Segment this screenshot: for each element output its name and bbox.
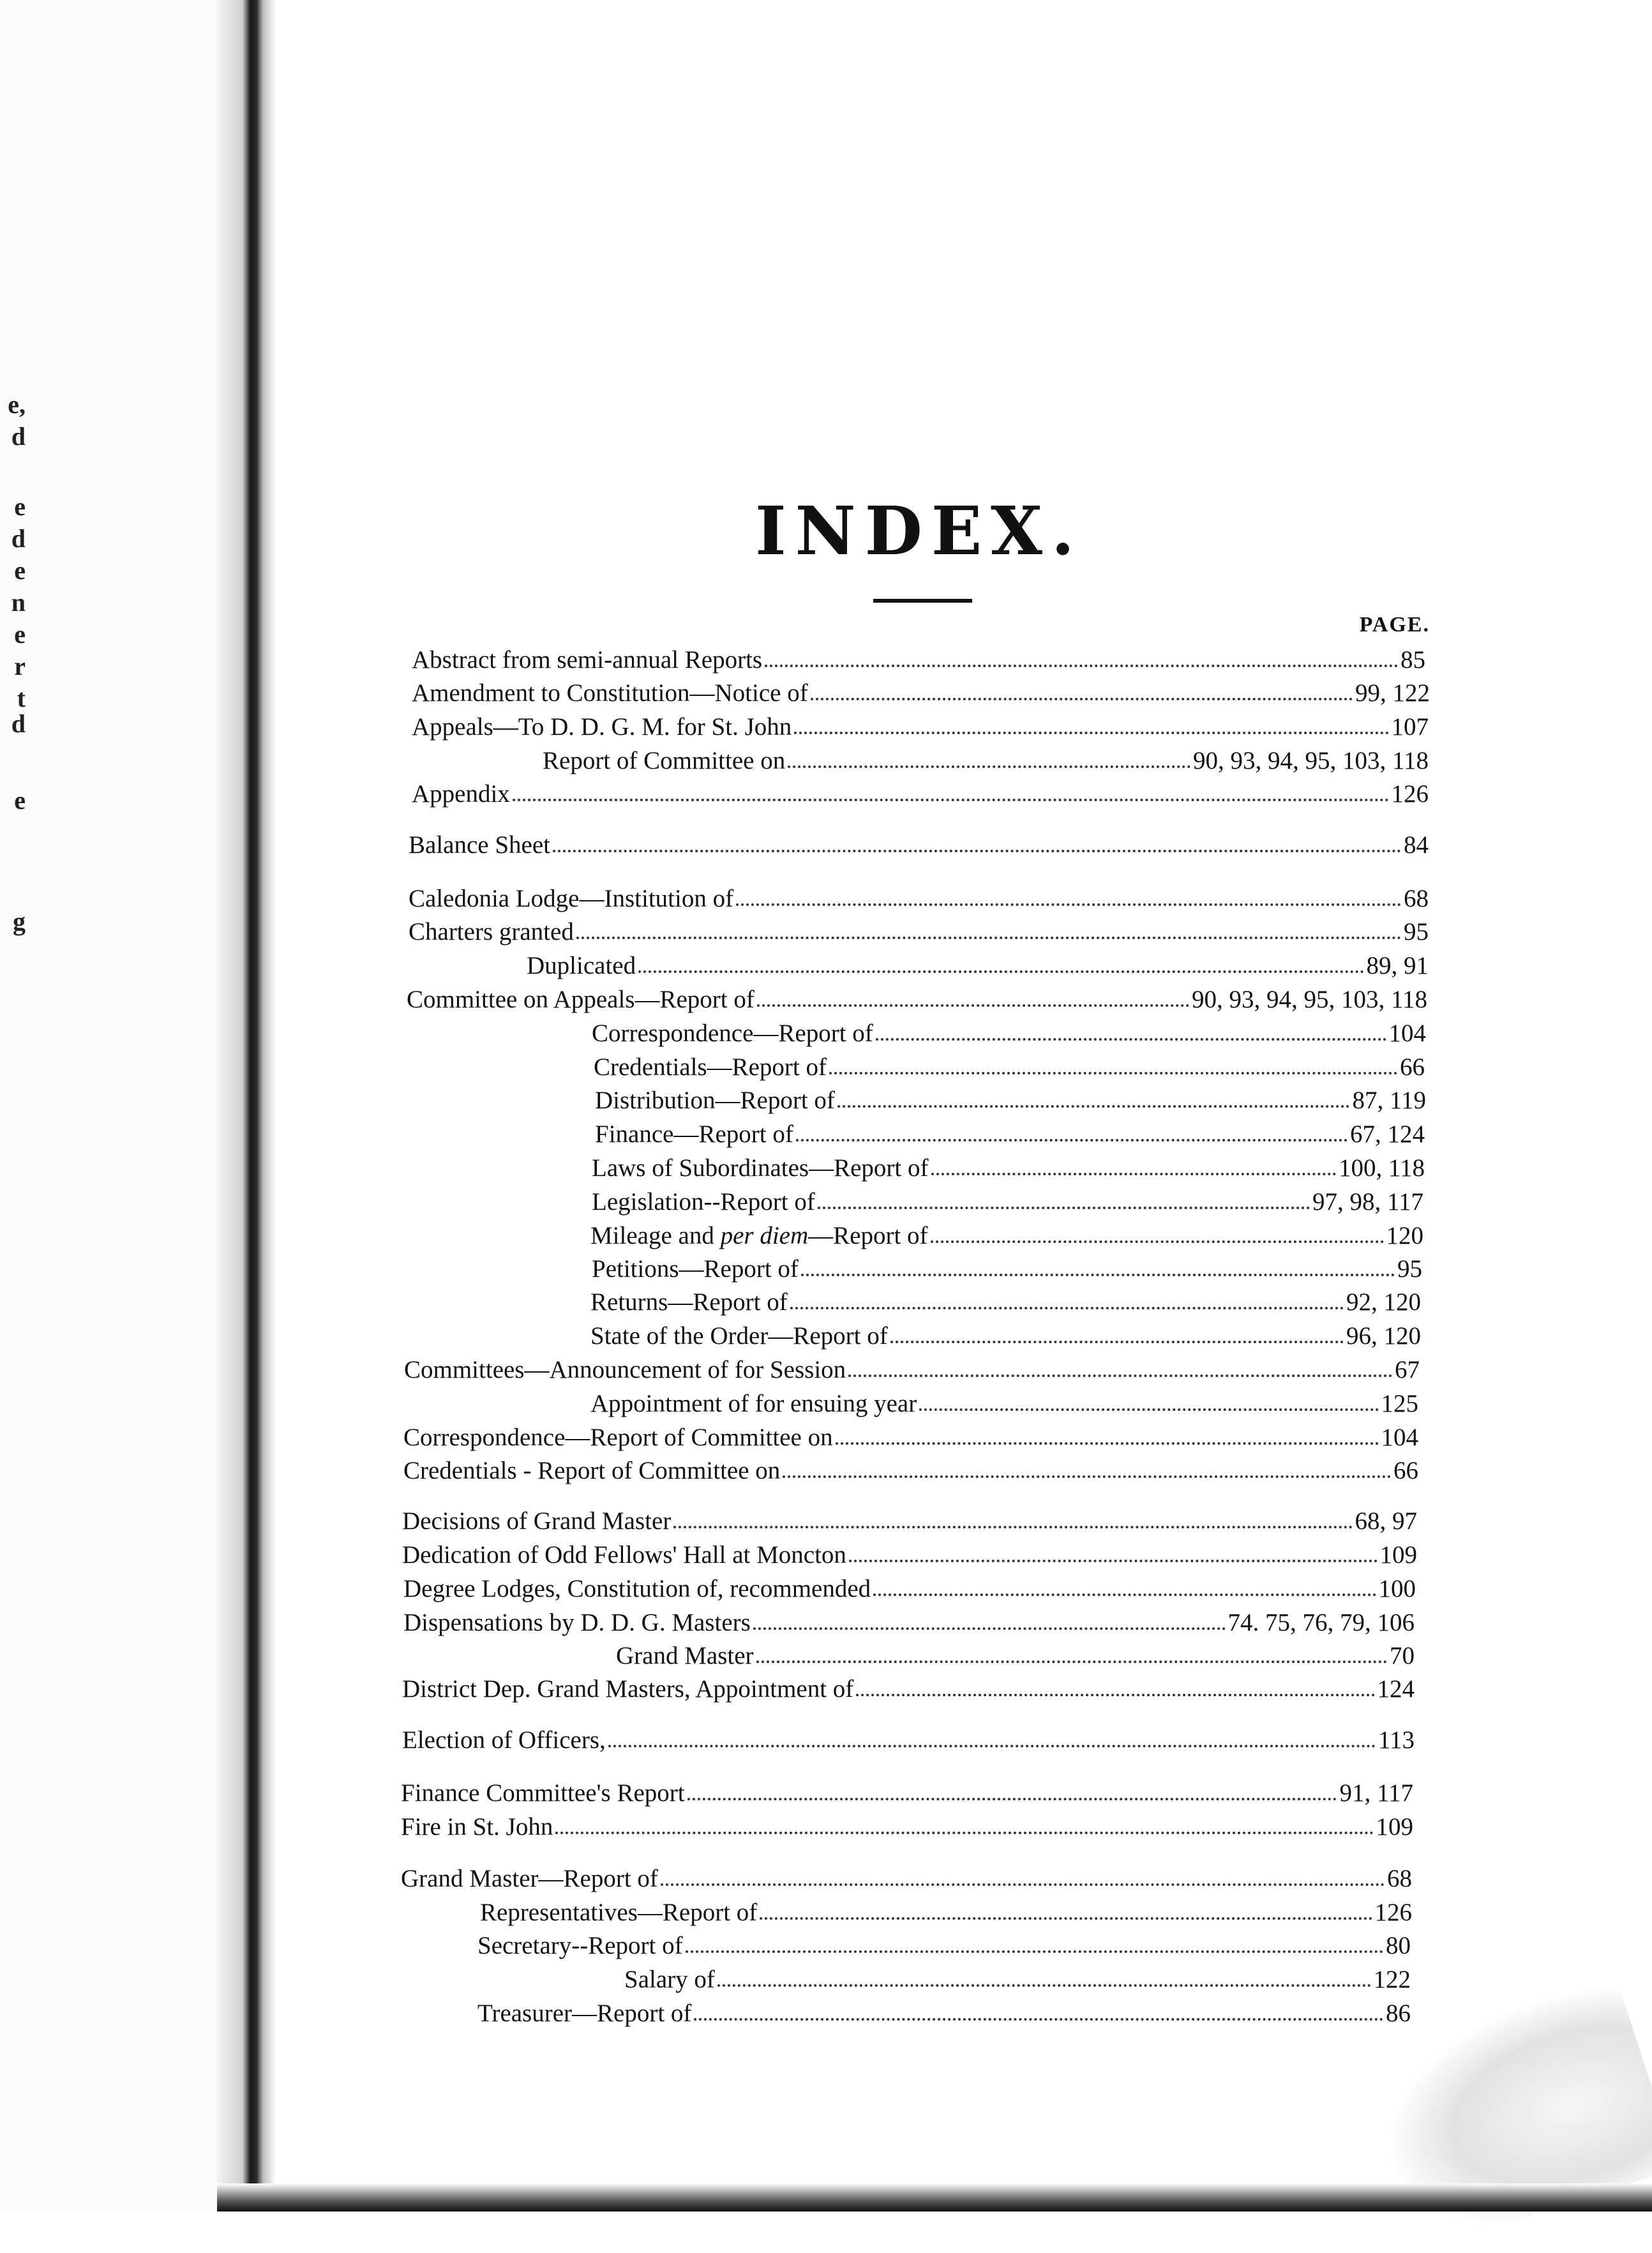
index-entry-label: Credentials - Report of Committee on <box>403 1457 781 1484</box>
index-entry-pages: 113 <box>1378 1726 1415 1754</box>
facing-page-fragment: d <box>11 709 26 738</box>
index-entry-pages: 91, 117 <box>1339 1779 1413 1807</box>
index-entry <box>616 1639 1415 1673</box>
index-entry <box>527 949 1429 983</box>
index-entry-pages: 84 <box>1404 831 1429 859</box>
dot-leader <box>919 1408 1378 1411</box>
dot-leader <box>876 1038 1386 1041</box>
index-entry-label: Appendix <box>412 780 510 808</box>
index-entry <box>590 1320 1421 1353</box>
index-entry <box>592 1152 1425 1185</box>
index-entry <box>412 778 1429 811</box>
dot-leader <box>818 1207 1310 1209</box>
index-entry <box>624 1963 1411 1996</box>
index-entry-pages: 90, 93, 94, 95, 103, 118 <box>1192 747 1429 774</box>
index-entry-label: Fire in St. John <box>401 1813 553 1841</box>
dot-leader <box>513 799 1389 801</box>
dot-leader <box>687 1798 1337 1800</box>
index-entry-pages: 120 <box>1386 1222 1423 1249</box>
index-entry-label: State of the Order—Report of <box>590 1322 888 1350</box>
index-entry-pages: 99, 122 <box>1355 679 1430 707</box>
index-entry <box>403 1606 1415 1639</box>
index-entry-label: Representatives—Report of <box>480 1899 758 1926</box>
dot-leader <box>848 1375 1392 1377</box>
dot-leader <box>555 1832 1373 1834</box>
index-entry-label: Correspondence—Report of Committee on <box>403 1424 833 1451</box>
facing-page-fragment: g <box>13 907 26 936</box>
dot-leader <box>890 1341 1344 1343</box>
index-entry-pages: 66 <box>1400 1053 1425 1081</box>
index-entry-label <box>590 1219 928 1253</box>
index-entry-pages: 122 <box>1373 1966 1411 1993</box>
index-entry-label: Degree Lodges, Constitution of, recommended <box>403 1575 871 1602</box>
index-entry <box>595 1084 1426 1117</box>
index-entry <box>477 1997 1411 2030</box>
index-entry-pages: 85 <box>1400 646 1425 674</box>
dot-leader <box>796 1139 1348 1142</box>
index-entry-label: District Dep. Grand Masters, Appointment of <box>402 1675 854 1703</box>
index-entry-label: Balance Sheet <box>409 831 550 859</box>
index-entry-pages: 125 <box>1381 1390 1418 1417</box>
dot-leader <box>553 850 1401 852</box>
dot-leader <box>829 1072 1397 1074</box>
index-entry-pages: 107 <box>1391 713 1429 741</box>
index-entry <box>477 1929 1411 1963</box>
index-entry <box>403 1454 1418 1488</box>
dot-leader <box>765 665 1398 667</box>
index-entry <box>407 983 1427 1016</box>
index-entry-pages: 66 <box>1393 1457 1418 1484</box>
index-entry-pages: 97, 98, 117 <box>1312 1188 1423 1216</box>
dot-leader <box>801 1274 1395 1276</box>
index-entry-pages: 90, 93, 94, 95, 103, 118 <box>1191 986 1427 1013</box>
index-entry <box>590 1387 1418 1420</box>
index-entry-label: Appointment of for ensuing year <box>590 1390 917 1417</box>
index-entry-label: Committees—Announcement of for Session <box>404 1356 846 1383</box>
page-bottom-edge <box>217 2183 1652 2212</box>
index-entry <box>590 1219 1423 1253</box>
facing-page-fragment: e, <box>8 390 26 419</box>
index-entry <box>403 1572 1416 1606</box>
dot-leader <box>794 732 1388 734</box>
index-title: INDEX. <box>755 492 1084 570</box>
dot-leader <box>811 698 1353 700</box>
index-entry-label: Abstract from semi-annual Reports <box>412 646 763 674</box>
index-entry-label: Dispensations by D. D. G. Masters <box>403 1609 751 1636</box>
index-entry-label: Secretary--Report of <box>477 1932 683 1959</box>
facing-page-fragment: e <box>14 786 26 815</box>
index-entry-pages: 100, 118 <box>1338 1154 1425 1182</box>
index-entry-pages: 68 <box>1404 885 1429 912</box>
index-entry-pages: 96, 120 <box>1346 1322 1421 1350</box>
index-entry-pages: 109 <box>1376 1813 1413 1841</box>
index-entry <box>401 1862 1412 1895</box>
dot-leader <box>661 1883 1385 1886</box>
index-entry-pages: 67 <box>1395 1356 1420 1383</box>
facing-page-fragment: e <box>14 620 26 649</box>
dot-leader <box>756 1661 1387 1663</box>
index-entry-pages: 124 <box>1377 1675 1415 1703</box>
index-entry-label-italic: per diem <box>720 1222 809 1249</box>
book-gutter <box>217 0 274 2212</box>
index-entry-pages: 104 <box>1388 1020 1426 1047</box>
dot-leader <box>608 1745 1376 1747</box>
dot-leader <box>856 1694 1374 1696</box>
index-entry-label: Decisions of Grand Master <box>402 1507 672 1535</box>
facing-page-fragment: e <box>14 556 26 585</box>
index-entry-label: Returns—Report of <box>590 1288 788 1316</box>
index-entry <box>592 1253 1422 1286</box>
dot-leader <box>873 1594 1376 1596</box>
index-entry-pages: 89, 91 <box>1366 952 1429 979</box>
facing-page-fragment: d <box>11 524 26 553</box>
dot-leader <box>783 1475 1391 1478</box>
index-entry <box>402 1673 1415 1706</box>
index-entry-pages: 95 <box>1404 918 1429 946</box>
index-entry-pages: 109 <box>1379 1541 1417 1569</box>
dot-leader <box>736 903 1401 906</box>
index-entry-label: Duplicated <box>527 952 636 979</box>
index-entry <box>402 1539 1417 1572</box>
index-entry <box>480 1896 1412 1929</box>
index-entry <box>592 1017 1426 1050</box>
index-entry-label: Appeals—To D. D. G. M. for St. John <box>412 713 792 741</box>
index-entry-label: Laws of Subordinates—Report of <box>592 1154 929 1182</box>
facing-page-fragment: t <box>17 684 26 712</box>
index-entry <box>402 1724 1415 1757</box>
dot-leader <box>849 1560 1378 1562</box>
index-entry <box>401 1811 1413 1844</box>
index-entry <box>409 916 1429 949</box>
index-entry <box>590 1286 1421 1319</box>
index-entry-pages: 92, 120 <box>1346 1288 1421 1316</box>
title-rule <box>873 599 972 603</box>
index-entry-label: Treasurer—Report of <box>477 2000 692 2027</box>
dot-leader <box>673 1526 1352 1528</box>
index-entry-label: Election of Officers, <box>402 1726 606 1754</box>
facing-page-fragment: n <box>11 588 26 617</box>
index-entry-pages: 95 <box>1397 1255 1422 1283</box>
index-entry-pages: 126 <box>1374 1899 1412 1926</box>
dot-leader <box>757 1004 1189 1007</box>
facing-page-fragment: e <box>14 492 26 521</box>
index-entry-label: Salary of <box>624 1966 715 1993</box>
index-entry-pages: 104 <box>1381 1424 1418 1451</box>
index-entry-pages: 100 <box>1378 1575 1416 1602</box>
dot-leader <box>694 2018 1383 2021</box>
index-entry-label: Finance—Report of <box>595 1120 793 1148</box>
facing-page-fragment: r <box>14 652 26 681</box>
index-entry-pages: 70 <box>1390 1642 1415 1669</box>
dot-leader <box>788 765 1190 768</box>
index-entry-pages: 68 <box>1387 1865 1412 1892</box>
index-entry <box>401 1777 1413 1810</box>
index-entry-label: Petitions—Report of <box>592 1255 799 1283</box>
index-entry-label: Legislation--Report of <box>592 1188 815 1216</box>
index-entry-pages: 80 <box>1386 1932 1411 1959</box>
index-entry-label: Amendment to Constitution—Notice of <box>412 679 808 707</box>
dot-leader <box>790 1307 1344 1309</box>
dot-leader <box>638 970 1363 973</box>
index-entry-label: Correspondence—Report of <box>592 1020 873 1047</box>
index-entry <box>409 882 1429 916</box>
index-entry-pages: 86 <box>1386 2000 1411 2027</box>
index-entry <box>595 1118 1425 1151</box>
index-entry <box>412 677 1430 710</box>
index-entry-pages: 68, 97 <box>1355 1507 1417 1535</box>
dot-leader <box>836 1442 1379 1445</box>
index-entry <box>402 1505 1417 1538</box>
index-entry <box>412 644 1425 677</box>
index-entry-label: Grand Master—Report of <box>401 1865 658 1892</box>
index-entry-pages: 74. 75, 76, 79, 106 <box>1228 1609 1415 1636</box>
index-entry <box>592 1186 1423 1219</box>
index-entry-label: Dedication of Odd Fellows' Hall at Moncton <box>402 1541 846 1569</box>
facing-page-fragment: d <box>11 422 26 451</box>
index-entry-label: Committee on Appeals—Report of <box>407 986 755 1013</box>
index-entry-label: Distribution—Report of <box>595 1087 835 1114</box>
index-entry-pages: 126 <box>1391 780 1429 808</box>
dot-leader <box>931 1173 1336 1175</box>
index-entry-label-part: —Report of <box>808 1222 928 1249</box>
facing-page-edge <box>0 0 243 2212</box>
dot-leader <box>717 1984 1371 1987</box>
index-entry-label: Charters granted <box>409 918 574 946</box>
index-entry-label: Report of Committee on <box>543 747 786 774</box>
dot-leader <box>760 1917 1372 1920</box>
index-entry-label: Caledonia Lodge—Institution of <box>409 885 734 912</box>
index-entry <box>412 711 1429 744</box>
index-entry-pages: 87, 119 <box>1352 1087 1426 1114</box>
index-entry <box>404 1353 1420 1387</box>
index-entry <box>403 1421 1418 1454</box>
dot-leader <box>931 1240 1384 1243</box>
index-entry <box>543 744 1429 778</box>
index-entry-label: Finance Committee's Report <box>401 1779 685 1807</box>
index-entry-label-part: Mileage and <box>590 1222 721 1249</box>
dot-leader <box>753 1627 1226 1630</box>
index-entry <box>409 829 1429 862</box>
index-entry-pages: 67, 124 <box>1350 1120 1425 1148</box>
index-entry <box>594 1051 1425 1084</box>
page-column-heading: PAGE. <box>1359 613 1430 637</box>
index-entry-label: Credentials—Report of <box>594 1053 827 1081</box>
dot-leader <box>576 937 1401 939</box>
index-entry-label: Grand Master <box>616 1642 754 1669</box>
dot-leader <box>837 1105 1350 1108</box>
dot-leader <box>686 1950 1383 1953</box>
